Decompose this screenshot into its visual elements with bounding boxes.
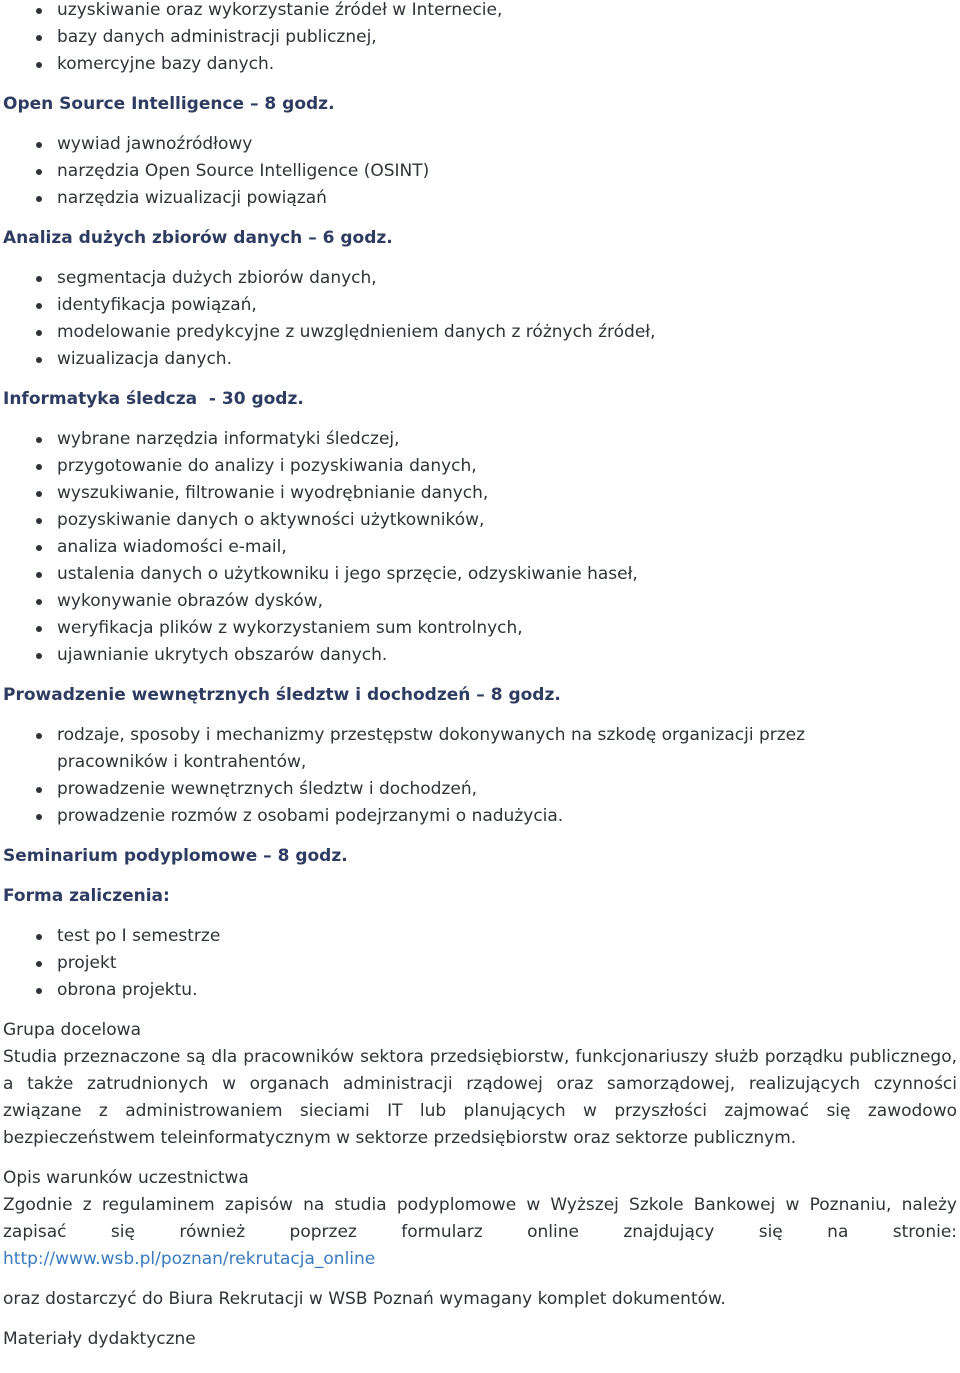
section-heading-big-data: Analiza dużych zbiorów danych – 6 godz. [3, 228, 393, 248]
list-item: bazy danych administracji publicznej, [3, 24, 957, 51]
list-item: wyszukiwanie, filtrowanie i wyodrębnianie danych, [3, 480, 957, 507]
list-item: analiza wiadomości e-mail, [3, 534, 957, 561]
list-item: wybrane narzędzia informatyki śledczej, [3, 426, 957, 453]
big-data-list [3, 265, 957, 373]
section-heading-forensics: Informatyka śledcza - 30 godz. [3, 389, 304, 409]
section-heading-osint: Open Source Intelligence – 8 godz. [3, 94, 335, 114]
osint-list [3, 131, 957, 212]
participation-text-body: Zgodnie z regulaminem zapisów na studia podyplomowe w Wyższej Szkole Bankowej w Poznaniu, należy zapisać się również poprzez formularz online znajdujący się na stronie: [3, 1195, 957, 1242]
list-item: segmentacja dużych zbiorów danych, [3, 265, 957, 292]
section-heading-internal-investigations: Prowadzenie wewnętrznych śledztw i dochodzeń – 8 godz. [3, 685, 561, 705]
participation-title: Opis warunków uczestnictwa [3, 1168, 249, 1188]
list-item: prowadzenie wewnętrznych śledztw i dochodzeń, [3, 776, 957, 803]
list-item: wywiad jawnoźródłowy [3, 131, 957, 158]
participation-after-text: oraz dostarczyć do Biura Rekrutacji w WSB Poznań wymagany komplet dokumentów. [3, 1289, 726, 1309]
list-item: wykonywanie obrazów dysków, [3, 588, 957, 615]
internal-list [3, 722, 957, 830]
list-item: identyfikacja powiązań, [3, 292, 957, 319]
list-item: projekt [3, 950, 957, 977]
list-item: uzyskiwanie oraz wykorzystanie źródeł w Internecie, [3, 0, 957, 24]
list-item: modelowanie predykcyjne z uwzględnieniem danych z różnych źródeł, [3, 319, 957, 346]
list-item: pozyskiwanie danych o aktywności użytkowników, [3, 507, 957, 534]
target-group-title: Grupa docelowa [3, 1020, 141, 1040]
registration-link[interactable]: http://www.wsb.pl/poznan/rekrutacja_online [3, 1249, 376, 1269]
list-item: prowadzenie rozmów z osobami podejrzanymi o nadużycia. [3, 803, 957, 830]
list-item: przygotowanie do analizy i pozyskiwania danych, [3, 453, 957, 480]
forensics-list [3, 426, 957, 669]
list-item: komercyjne bazy danych. [3, 51, 957, 78]
participation-link-line [3, 1246, 957, 1273]
list-item: wizualizacja danych. [3, 346, 957, 373]
list-item: ustalenia danych o użytkowniku i jego sprzęcie, odzyskiwanie haseł, [3, 561, 957, 588]
assessment-list [3, 923, 957, 1004]
list-item: weryfikacja plików z wykorzystaniem sum kontrolnych, [3, 615, 957, 642]
list-item: test po I semestrze [3, 923, 957, 950]
target-group-text: Studia przeznaczone są dla pracowników sektora przedsiębiorstw, funkcjonariuszy służb porządku publicznego, a także zatrudnionych w organach administracji rządowej oraz samorządowej, realizujących czynności związane z administrowaniem sieciami IT lub planujących w przyszłości zajmować się zawodowo bezpieczeństwem teleinformatycznym w sektorze przedsiębiorstw oraz sektorze publicznym. [3, 1047, 957, 1148]
list-item: ujawnianie ukrytych obszarów danych. [3, 642, 957, 669]
section-heading-assessment: Forma zaliczenia: [3, 886, 170, 906]
list-item: narzędzia wizualizacji powiązań [3, 185, 957, 212]
list-item: narzędzia Open Source Intelligence (OSINT) [3, 158, 957, 185]
list-item: rodzaje, sposoby i mechanizmy przestępstw dokonywanych na szkodę organizacji przez pracowników i kontrahentów, [3, 722, 957, 776]
list-item: obrona projektu. [3, 977, 957, 1004]
participation-text [3, 1192, 957, 1246]
materials-title: Materiały dydaktyczne [3, 1329, 196, 1349]
intro-list [3, 0, 957, 78]
section-heading-seminar: Seminarium podyplomowe – 8 godz. [3, 846, 348, 866]
